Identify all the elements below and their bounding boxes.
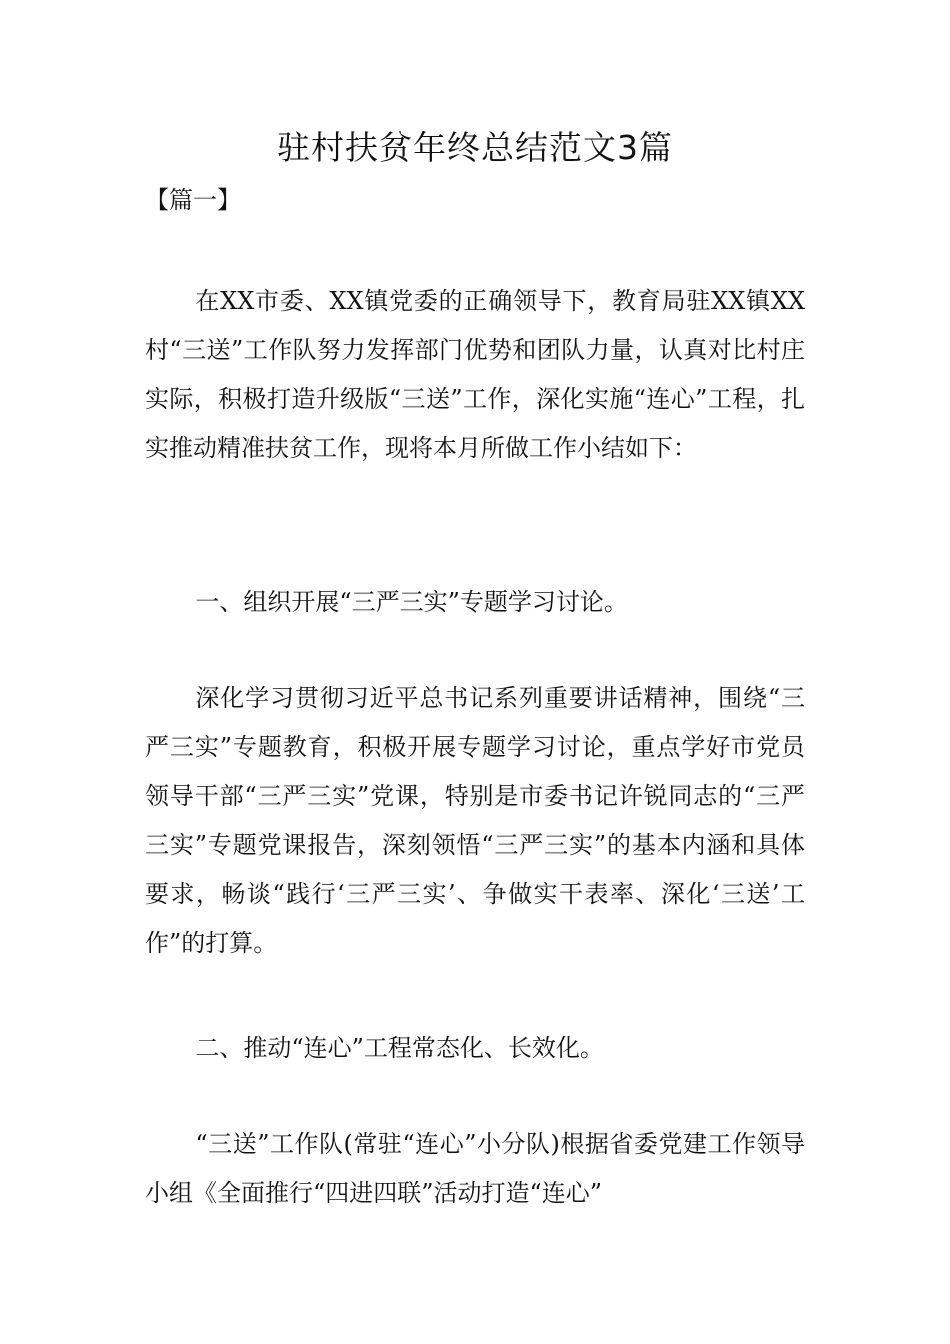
intro-paragraph: 在XX市委、XX镇党委的正确领导下，教育局驻XX镇XX村“三送”工作队努力发挥部门优势和团队力量，认真对比村庄实际，积极打造升级版“三送”工作，深化实施“连心”工程，扎实推动精准扶贫工作，现将本月所做工作小结如下： <box>145 287 805 462</box>
document-title: 驻村扶贫年终总结范文3篇 <box>277 128 673 167</box>
section-heading-1: 一、组织开展“三严三实”专题学习讨论。 <box>195 588 628 616</box>
section-label: 【篇一】 <box>145 186 241 214</box>
body-paragraph-1: 深化学习贯彻习近平总书记系列重要讲话精神，围绕“三严三实”专题教育，积极开展专题学习讨论，重点学好市党员领导干部“三严三实”党课，特别是市委书记许锐同志的“三严三实”专题党课报告，深刻领悟“三严三实”的基本内涵和具体要求，畅谈“践行‘三严三实’、争做实干表率、深化‘三送’工作”的打算。 <box>145 684 805 957</box>
section-heading-2: 二、推动“连心”工程常态化、长效化。 <box>195 1034 604 1062</box>
body-paragraph-2: “三送”工作队(常驻“连心”小分队)根据省委党建工作领导小组《全面推行“四进四联”活动打造“连心” <box>145 1130 805 1207</box>
